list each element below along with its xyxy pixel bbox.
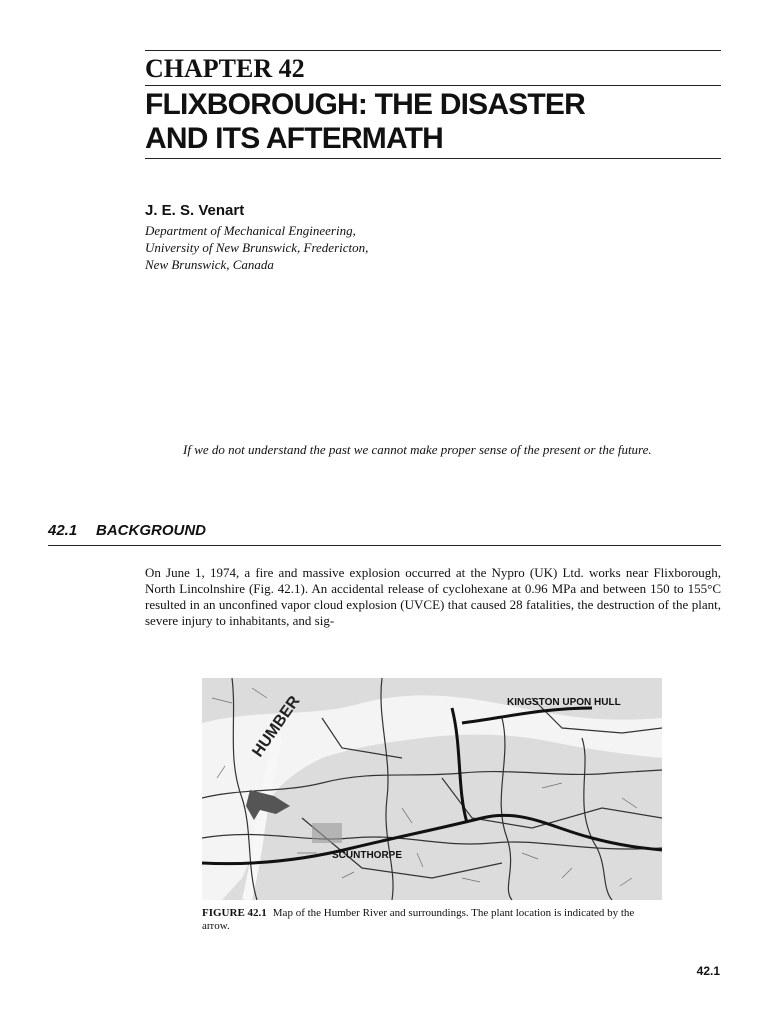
chapter-title [145,88,721,156]
chapter-rule [145,85,721,86]
map-label-humber: HUMBER [249,693,304,761]
map-label-kingston-upon-hull: KINGSTON UPON HULL [507,697,621,708]
section-number: 42.1 [48,522,78,539]
author-name: J. E. S. Venart [145,202,245,219]
body-paragraph: On June 1, 1974, a fire and massive explosion occurred at the Nypro (UK) Ltd. works near Flixborough, North Lincolnshire (Fig. 42.1). An accidental release of cyclohexane at 0.96 MPa and between 150 to 155°C resulted in an unconfined vapor cloud explosion (UVCE) that caused 28 fatalities, the destruction of the plant, severe injury to inhabitants, and sig- [145,565,721,628]
map-label-scunthorpe: SCUNTHORPE [332,850,403,861]
figure-label: FIGURE 42.1 [202,907,267,919]
figure-caption [202,907,664,933]
humber-map-figure [202,678,662,900]
chapter-label: CHAPTER 42 [145,54,305,83]
section-heading [48,522,206,539]
top-rule [145,50,721,51]
chapter-title-line-2: AND ITS AFTERMATH [145,122,444,155]
section-title: BACKGROUND [96,522,206,539]
map-graphic [202,678,662,900]
title-rule [145,158,721,159]
affiliation-line-1: Department of Mechanical Engineering, [145,223,356,238]
section-rule [48,545,721,546]
figure-caption-text: Map of the Humber River and surroundings. The plant location is indicated by the arrow. [202,907,635,932]
affiliation-line-3: New Brunswick, Canada [145,257,274,272]
epigraph: If we do not understand the past we cannot make proper sense of the present or the future. [183,442,652,457]
page-number: 42.1 [696,964,720,978]
affiliation-line-2: University of New Brunswick, Fredericton, [145,240,369,255]
chapter-title-line-1: FLIXBOROUGH: THE DISASTER [145,88,586,121]
author-affiliation [145,222,368,273]
